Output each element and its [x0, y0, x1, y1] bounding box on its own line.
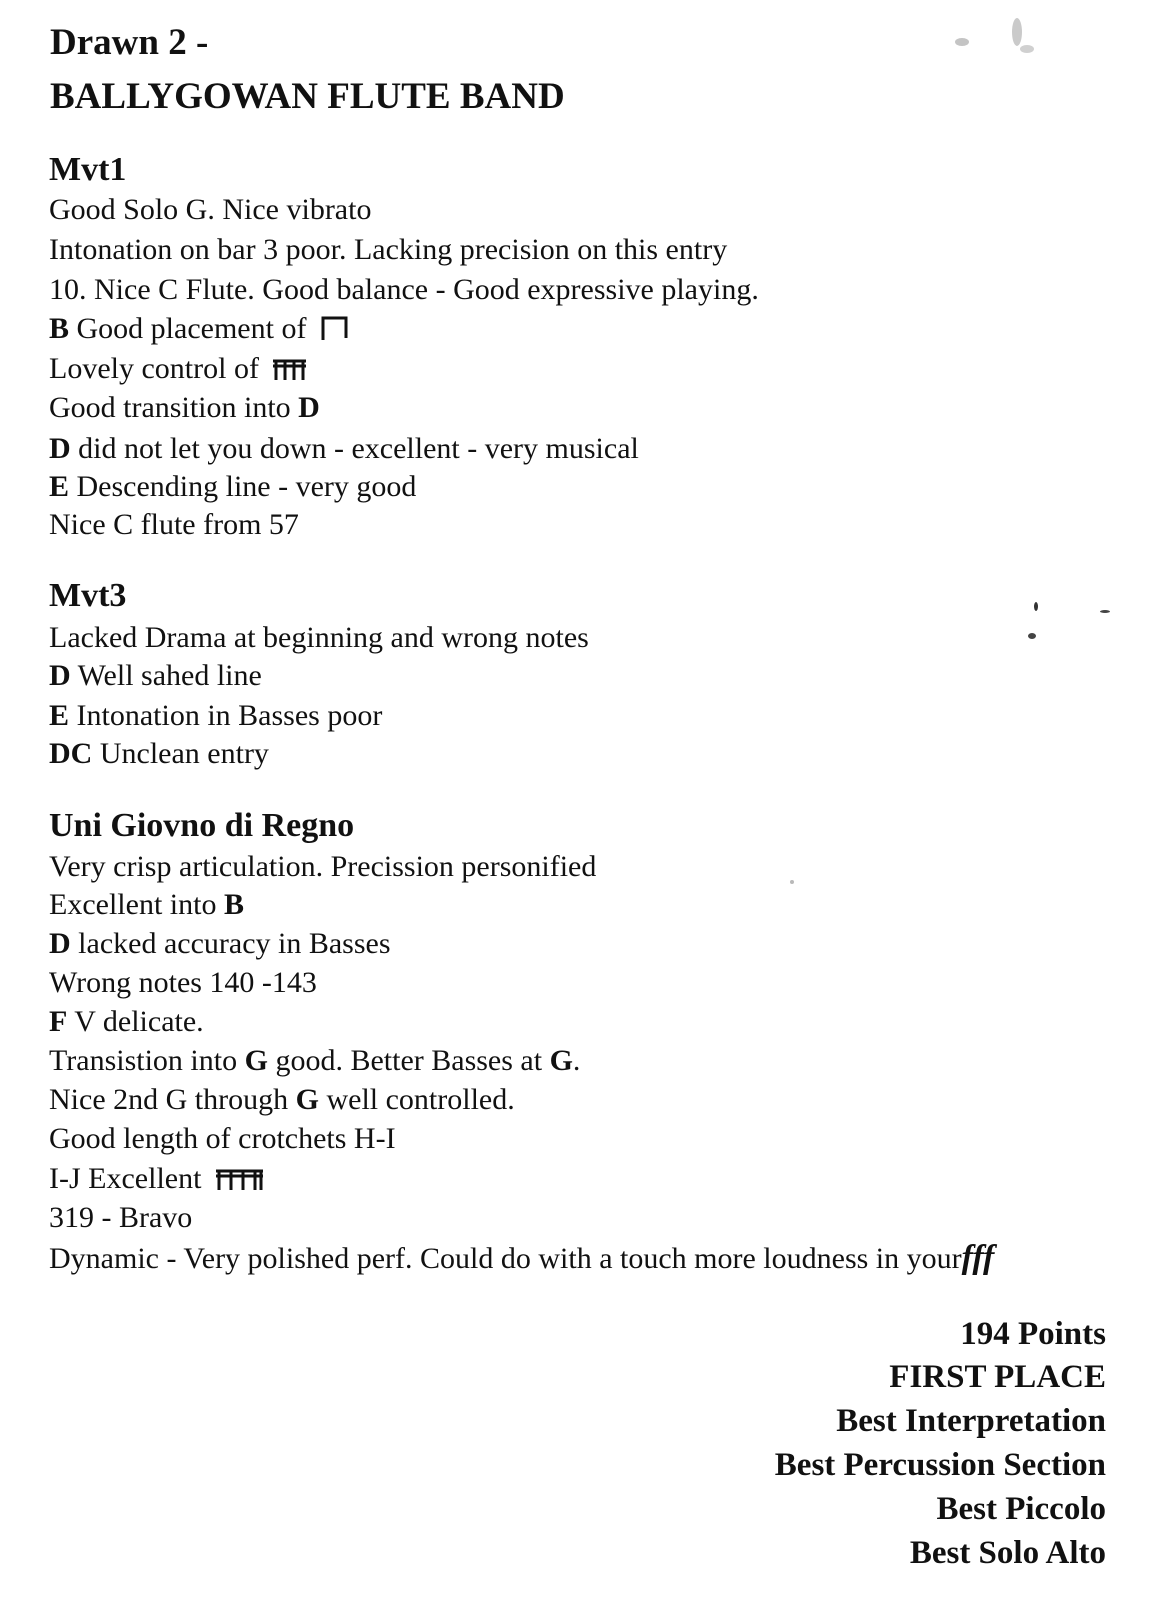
comment-line: 10. Nice C Flute. Good balance - Good expressive playing.	[49, 273, 759, 306]
section-heading-mvt3: Mvt3	[49, 577, 127, 614]
comment-line: D did not let you down - excellent - very musical	[49, 432, 639, 465]
comment-line: Intonation on bar 3 poor. Lacking precision on this entry	[49, 233, 728, 266]
comment-line: Very crisp articulation. Precission personified	[49, 850, 597, 883]
scan-speck	[1100, 610, 1110, 613]
comment-line: Lacked Drama at beginning and wrong notes	[49, 621, 589, 654]
comment-line: DC Unclean entry	[49, 737, 269, 770]
comment-line: 319 - Bravo	[49, 1201, 193, 1234]
comment-line: I-J Excellent	[49, 1161, 267, 1197]
comment-line: E Descending line - very good	[49, 470, 417, 503]
comment-line: Good length of crotchets H-I	[49, 1122, 396, 1155]
comment-line: F V delicate.	[49, 1005, 204, 1038]
band-name: BALLYGOWAN FLUTE BAND	[50, 76, 565, 117]
comment-line: E Intonation in Basses poor	[49, 699, 383, 732]
award: Best Piccolo	[936, 1491, 1106, 1527]
draw-number: Drawn 2 -	[50, 22, 209, 63]
comment-line: B Good placement of	[49, 311, 352, 347]
comment-line: Good transition into D	[49, 391, 320, 424]
placing: FIRST PLACE	[889, 1359, 1106, 1395]
dynamic-marking: fff	[961, 1239, 995, 1276]
scan-speck	[790, 880, 794, 884]
scan-speck	[1020, 45, 1034, 53]
comment-line: D Well sahed line	[49, 659, 262, 692]
comment-line: Dynamic - Very polished perf. Could do with a touch more loudness in yourfff	[49, 1239, 995, 1276]
section-heading-mvt1: Mvt1	[49, 151, 127, 188]
rehearsal-mark: B	[49, 312, 70, 345]
scan-speck	[1028, 633, 1036, 639]
comment-line: D lacked accuracy in Basses	[49, 927, 391, 960]
scan-speck	[1034, 602, 1038, 611]
beamed-notes-icon	[213, 1166, 267, 1192]
beamed-notes-icon	[270, 356, 310, 382]
triplet-bracket-icon	[318, 314, 352, 342]
comment-line: Nice 2nd G through G well controlled.	[49, 1083, 515, 1116]
section-heading-uni-giovno: Uni Giovno di Regno	[49, 807, 355, 844]
comment-line: Nice C flute from 57	[49, 508, 299, 541]
scan-speck	[955, 38, 969, 46]
comment-line: Lovely control of	[49, 351, 310, 387]
award: Best Percussion Section	[774, 1447, 1106, 1483]
comment-line: Transistion into G good. Better Basses at G.	[49, 1044, 581, 1077]
comment-line: Good Solo G. Nice vibrato	[49, 193, 372, 226]
award: Best Interpretation	[836, 1403, 1106, 1439]
comment-line: Wrong notes 140 -143	[49, 966, 317, 999]
award: Best Solo Alto	[909, 1535, 1106, 1571]
scan-speck	[1012, 18, 1022, 46]
points-total: 194 Points	[960, 1316, 1106, 1352]
comment-line: Excellent into B	[49, 888, 244, 921]
